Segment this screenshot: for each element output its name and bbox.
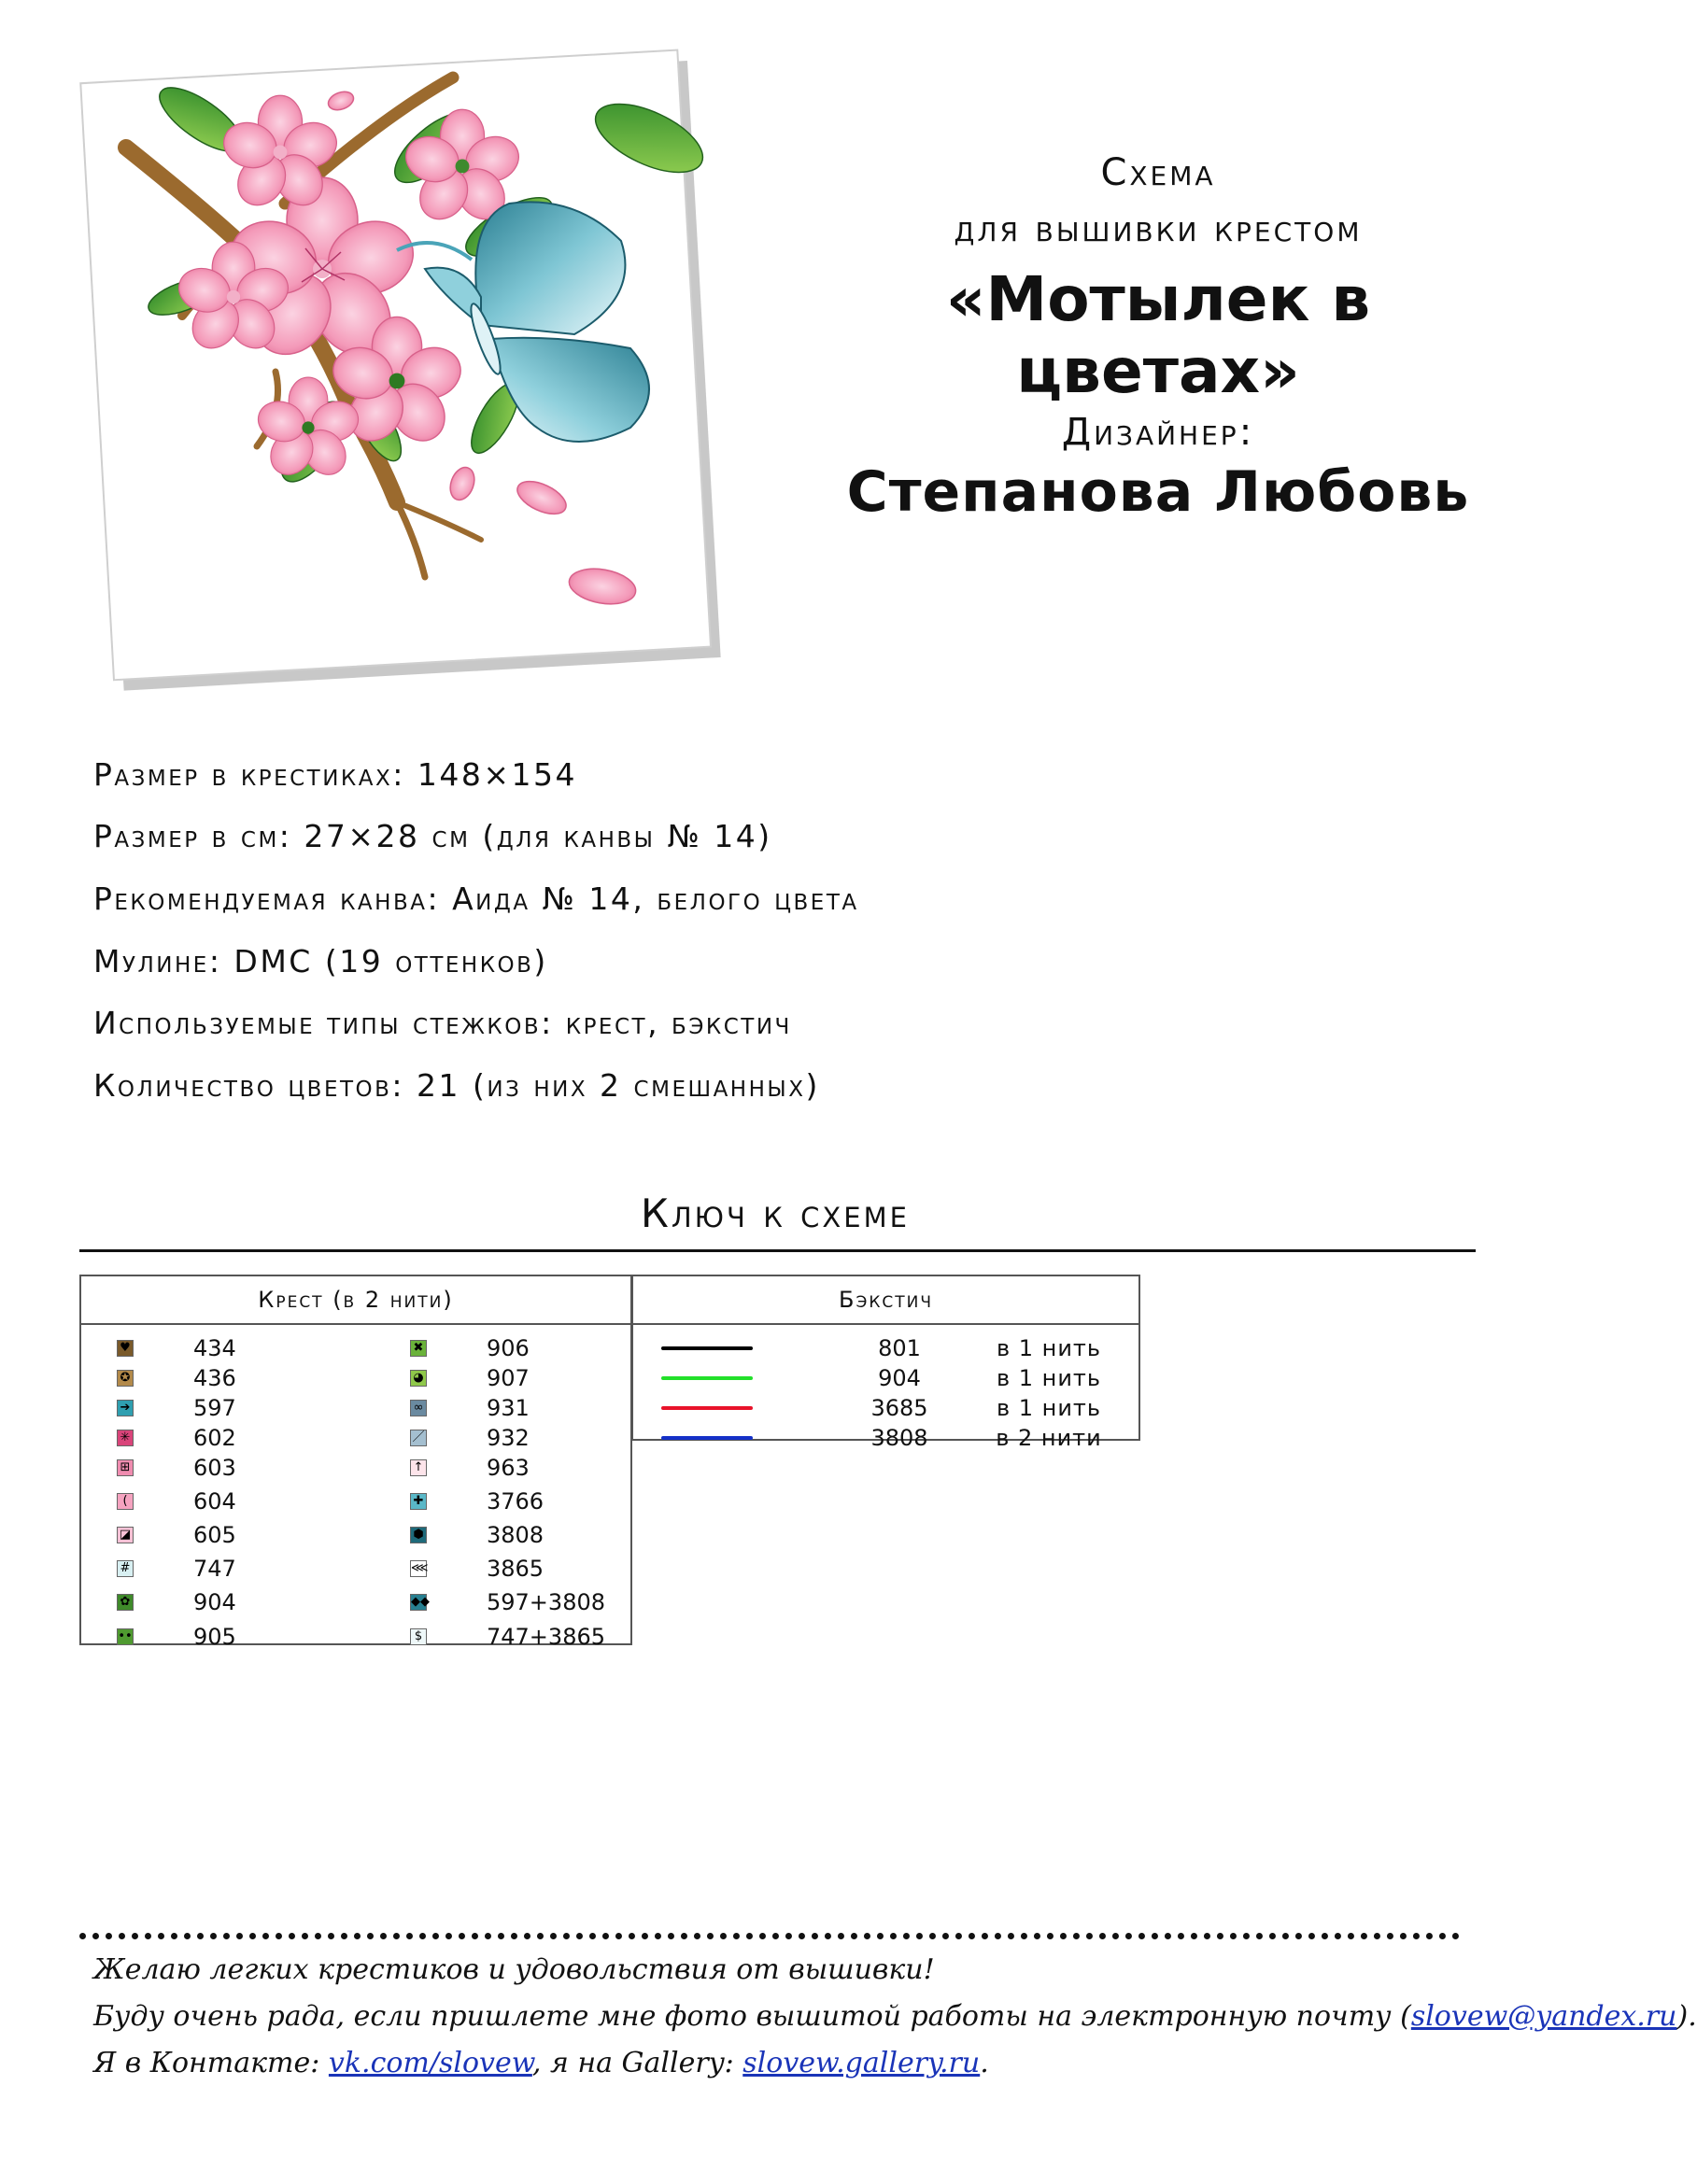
cross-key-item (117, 1424, 332, 1452)
backstitch-key-item (661, 1334, 1128, 1362)
floss-code: 3685 (870, 1395, 928, 1421)
dots-icon: •• (118, 1629, 133, 1643)
floss-code: 904 (193, 1589, 236, 1615)
footer-vk-prefix: Я в Контакте: (93, 2047, 329, 2079)
floss-code: 747 (193, 1556, 236, 1582)
thread-count: в 1 нить (996, 1335, 1102, 1361)
cross-key-item (117, 1364, 332, 1392)
backstitch-line-swatch (661, 1406, 753, 1410)
cross-key-item (410, 1555, 625, 1583)
pattern-preview-image (70, 17, 817, 689)
footer-email-suffix: ). (1676, 2000, 1697, 2033)
slash-icon: ／ (410, 1430, 427, 1446)
cross-key-item (410, 1521, 625, 1549)
footer-wish: Желаю легких крестиков и удовольствия от вышивки! (93, 1953, 935, 1986)
up-arrow-icon: ↑ (410, 1459, 427, 1476)
cross-key-item (117, 1394, 332, 1422)
cross-key-item (117, 1487, 332, 1515)
half-square-icon: ◪ (117, 1527, 134, 1543)
footer-social-line (93, 2047, 989, 2079)
flower-icon: ✿ (117, 1594, 134, 1611)
infinity-icon: ∞ (410, 1400, 427, 1416)
backstitch-line-swatch (661, 1376, 753, 1380)
dollar-icon: $ (410, 1628, 427, 1645)
key-title: Ключ к схеме (641, 1191, 910, 1236)
footer-end: . (980, 2047, 989, 2079)
floss-code: 597 (193, 1395, 236, 1421)
cross-key-item (410, 1424, 625, 1452)
plus-icon: ✚ (410, 1493, 427, 1510)
cross-icon: ✖ (410, 1340, 427, 1357)
cross-key-item (410, 1364, 625, 1392)
cross-key-item (410, 1623, 625, 1651)
floss-code: 907 (487, 1365, 530, 1391)
footer-gallery-prefix: , я на Gallery: (531, 2047, 743, 2079)
pattern-name: «Мотылек в цветах» (945, 263, 1371, 407)
thread-count: в 1 нить (996, 1365, 1102, 1391)
floss-code: 801 (878, 1335, 921, 1361)
spec-floss: Мулине: DMC (19 оттенков) (93, 943, 548, 979)
title-line-2: для вышивки крестом (954, 207, 1363, 250)
arrow-icon: ➔ (117, 1400, 134, 1416)
thread-count: в 2 нити (996, 1425, 1102, 1451)
cross-key-item (410, 1334, 625, 1362)
star-circle-icon: ✪ (117, 1370, 134, 1387)
key-divider (79, 1249, 1476, 1252)
spec-fabric: Рекомендуемая канва: Аида № 14, белого цвета (93, 881, 859, 917)
floss-code: 932 (487, 1425, 530, 1451)
cross-key-item (410, 1394, 625, 1422)
floss-code: 604 (193, 1488, 236, 1515)
footer-dotted-divider (79, 1933, 1460, 1939)
email-link[interactable]: slovew@yandex.ru (1410, 2000, 1677, 2033)
spec-stitch-types: Используемые типы стежков: крест, бэкстич (93, 1005, 792, 1041)
spec-color-count: Количество цветов: 21 (из них 2 смешанных) (93, 1067, 820, 1104)
designer-label: Дизайнер: (1061, 411, 1255, 454)
backstitch-key-item (661, 1394, 1128, 1422)
cross-stitch-key-table (79, 1275, 632, 1650)
floss-code: 605 (193, 1522, 236, 1548)
floss-code: 931 (487, 1395, 530, 1421)
leaf-icon: ◕ (410, 1370, 427, 1387)
backstitch-key-item (661, 1424, 1128, 1452)
backstitch-key-table (631, 1275, 1140, 1451)
floss-code: 3808 (487, 1522, 544, 1548)
backstitch-key-item (661, 1364, 1128, 1392)
backstitch-line-swatch (661, 1346, 753, 1350)
cross-stitch-header: Крест (в 2 нити) (81, 1276, 630, 1325)
floss-code: 963 (487, 1455, 530, 1481)
cross-key-item (117, 1555, 332, 1583)
cross-key-item (117, 1588, 332, 1616)
cross-key-item (117, 1334, 332, 1362)
cross-key-item (410, 1487, 625, 1515)
cross-key-item (117, 1623, 332, 1651)
floss-code: 597+3808 (487, 1589, 605, 1615)
cross-key-item (117, 1454, 332, 1482)
floss-code: 602 (193, 1425, 236, 1451)
spec-size-stitches: Размер в крестиках: 148×154 (93, 756, 577, 793)
cross-key-item (117, 1521, 332, 1549)
paren-icon: ( (117, 1493, 134, 1510)
floss-code: 747+3865 (487, 1624, 605, 1650)
backstitch-header: Бэкстич (633, 1276, 1138, 1325)
title-line-1: Схема (1100, 151, 1216, 194)
backstitch-line-swatch (661, 1436, 753, 1440)
heart-icon: ♥ (117, 1340, 134, 1357)
designer-name: Степанова Любовь (846, 459, 1470, 525)
floss-code: 436 (193, 1365, 236, 1391)
cross-key-item (410, 1588, 625, 1616)
boxed-plus-icon: ⊞ (117, 1459, 134, 1476)
hexagon-icon: ⬢ (410, 1527, 427, 1543)
vk-link[interactable]: vk.com/slovew (328, 2047, 532, 2079)
chevrons-icon: ⋘ (411, 1561, 429, 1575)
floss-code: 3766 (487, 1488, 544, 1515)
floss-code: 906 (487, 1335, 530, 1361)
floss-code: 434 (193, 1335, 236, 1361)
cross-key-item (410, 1454, 625, 1482)
floss-code: 905 (193, 1624, 236, 1650)
thread-count: в 1 нить (996, 1395, 1102, 1421)
floss-code: 3808 (870, 1425, 928, 1451)
gallery-link[interactable]: slovew.gallery.ru (742, 2047, 981, 2079)
spec-size-cm: Размер в см: 27×28 см (для канвы № 14) (93, 818, 772, 854)
floss-code: 603 (193, 1455, 236, 1481)
hash-icon: # (117, 1560, 134, 1577)
footer-email-line (93, 2000, 1697, 2033)
footer-email-prefix: Буду очень рада, если пришлете мне фото вышитой работы на электронную почту ( (93, 2000, 1411, 2033)
floss-code: 3865 (487, 1556, 544, 1582)
diamonds-icon: ◆◆ (411, 1595, 430, 1609)
asterisk-icon: ✳ (117, 1430, 134, 1446)
floss-code: 904 (878, 1365, 921, 1391)
